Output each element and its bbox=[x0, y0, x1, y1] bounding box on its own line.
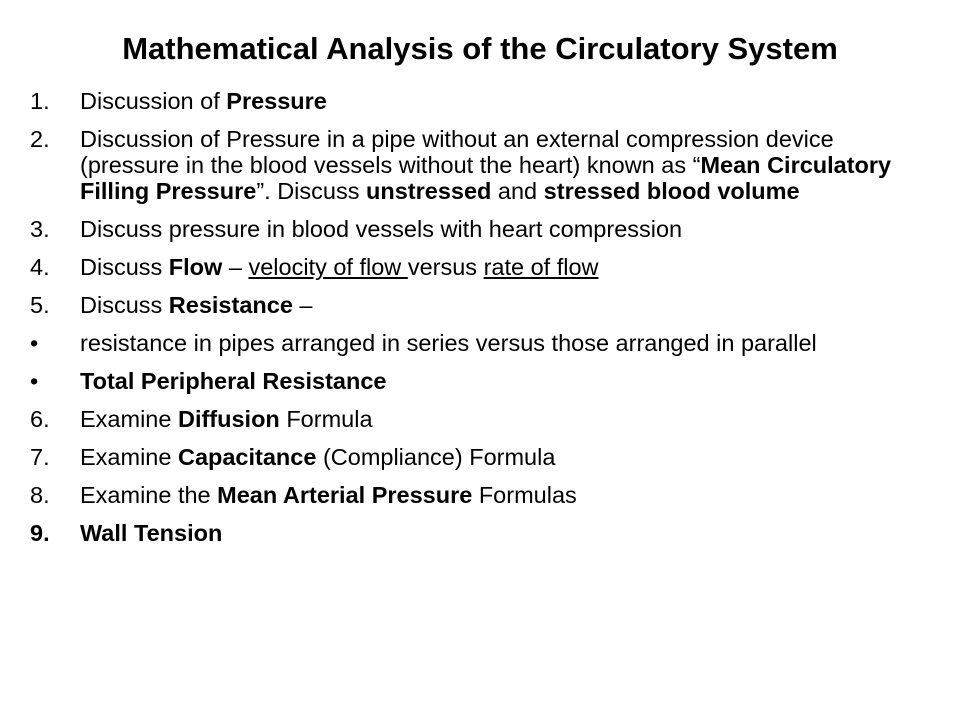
text-segment: and bbox=[491, 178, 544, 204]
list-item-text bbox=[80, 444, 555, 470]
text-segment: Examine the bbox=[80, 482, 218, 508]
list-number: 6. bbox=[30, 406, 50, 432]
text-segment: – bbox=[222, 254, 249, 280]
list-item bbox=[30, 292, 930, 318]
bold-text: Pressure bbox=[226, 88, 327, 114]
list-item bbox=[30, 406, 930, 432]
list-item bbox=[30, 126, 930, 204]
text-segment: Discuss bbox=[80, 292, 169, 318]
list-number: 9. bbox=[30, 520, 50, 546]
text-segment: Discussion of bbox=[80, 88, 227, 114]
text-segment: resistance in pipes arranged in series versus those arranged in parallel bbox=[80, 330, 817, 356]
bold-text: Flow bbox=[168, 254, 223, 280]
bold-text: Capacitance bbox=[177, 444, 317, 470]
text-segment: Formulas bbox=[472, 482, 577, 508]
bullet-marker: • bbox=[30, 368, 39, 394]
bold-text: Mean Circulatory Filling Pressure bbox=[80, 152, 892, 204]
list-item bbox=[30, 482, 930, 508]
text-segment: Formula bbox=[279, 406, 373, 432]
list-item-text bbox=[80, 126, 891, 204]
text-segment: Discussion of Pressure in a pipe without an external compression device (pressure in the blood vessels without the heart) known as “ bbox=[80, 126, 834, 178]
list-item bbox=[30, 88, 930, 114]
list-number: 8. bbox=[30, 482, 50, 508]
list-item bbox=[30, 254, 930, 280]
text-segment: – bbox=[292, 292, 313, 318]
list-item-text bbox=[80, 482, 577, 508]
list-item bbox=[30, 444, 930, 470]
list-item-text bbox=[80, 368, 387, 394]
text-segment: Discuss pressure in blood vessels with heart compression bbox=[80, 216, 683, 242]
list-item bbox=[30, 330, 930, 356]
text-segment: ”. Discuss bbox=[256, 178, 366, 204]
list-item bbox=[30, 368, 930, 394]
list-number: 3. bbox=[30, 216, 50, 242]
list-number: 4. bbox=[30, 254, 50, 280]
list-number: 5. bbox=[30, 292, 50, 318]
bullet-marker: • bbox=[30, 330, 39, 356]
list-item bbox=[30, 520, 930, 546]
slide-title: Mathematical Analysis of the Circulatory System bbox=[122, 31, 838, 66]
bold-text: Resistance bbox=[168, 292, 293, 318]
list-item-text bbox=[80, 406, 373, 432]
underlined-text: rate of flow bbox=[483, 254, 599, 280]
list-number: 7. bbox=[30, 444, 50, 470]
outline-list bbox=[30, 88, 930, 558]
bold-text: Total Peripheral Resistance bbox=[80, 368, 387, 394]
list-item-text bbox=[80, 88, 327, 114]
list-item-text bbox=[80, 520, 222, 546]
bold-text: Diffusion bbox=[177, 406, 280, 432]
text-segment: Discuss bbox=[80, 254, 169, 280]
list-item-text bbox=[80, 216, 682, 242]
bold-text: stressed blood volume bbox=[543, 178, 800, 204]
underlined-text: velocity of flow bbox=[248, 254, 408, 280]
text-segment: (Compliance) Formula bbox=[316, 444, 556, 470]
list-number: 1. bbox=[30, 88, 50, 114]
text-segment: Examine bbox=[80, 444, 178, 470]
list-item-text bbox=[80, 330, 817, 356]
bold-text: unstressed bbox=[366, 178, 492, 204]
list-item-text bbox=[80, 254, 599, 280]
list-number: 2. bbox=[30, 126, 50, 152]
list-item-text bbox=[80, 292, 313, 318]
bold-text: Wall Tension bbox=[80, 520, 223, 546]
text-segment: versus bbox=[407, 254, 484, 280]
bold-text: Mean Arterial Pressure bbox=[217, 482, 473, 508]
list-item bbox=[30, 216, 930, 242]
text-segment: Examine bbox=[80, 406, 178, 432]
